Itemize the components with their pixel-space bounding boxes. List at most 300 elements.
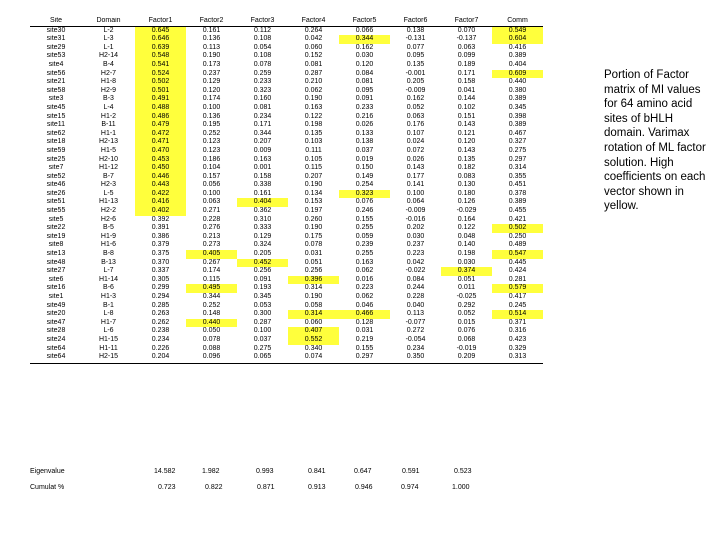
cell-factor2: 0.440 [186,319,237,328]
eigenvalue-value: 0.591 [402,468,420,475]
cell-factor2: 0.100 [202,103,221,111]
cell-factor7: 0.182 [457,164,476,172]
cell-factor7: 0.209 [441,353,492,363]
cell-domain: H1-2 [100,112,117,120]
cell-factor3: 0.207 [253,138,272,146]
cell-factor4: 0.197 [304,207,323,215]
cell-factor3: 0.338 [253,181,272,189]
cell-factor1: 0.524 [135,70,186,79]
table-row [30,95,543,104]
cell-comm: 0.440 [508,78,527,86]
header-comm: Comm [492,17,543,26]
table-row [30,78,543,87]
cell-comm: 0.445 [508,258,527,266]
cumulative-value: 0.723 [158,484,176,491]
cell-factor2: 0.088 [202,344,221,352]
cell-comm: 0.380 [508,86,527,94]
cell-factor5: 0.016 [355,275,374,283]
cell-factor3: 0.234 [253,112,272,120]
cell-comm: 0.371 [508,318,527,326]
cell-domain: H2-7 [100,69,117,77]
cell-factor1: 0.416 [135,198,186,207]
cell-factor3: 0.404 [237,198,288,207]
cell-factor4: 0.314 [288,310,339,319]
table-header-row [30,17,543,26]
cell-comm: 0.250 [508,232,527,240]
cell-domain: B-7 [103,172,114,180]
cell-domain: L-4 [103,103,114,111]
cell-factor7: 0.143 [457,121,476,129]
cell-factor4: 0.190 [304,224,323,232]
cell-domain: H2-13 [98,138,119,146]
cell-factor5: 0.030 [355,52,374,60]
cell-domain: H2-9 [100,86,117,94]
cell-site: site26 [46,189,66,197]
cell-comm: 0.417 [508,293,527,300]
cell-factor7: 0.143 [457,146,476,154]
cell-site: site24 [46,335,66,343]
cell-factor1: 0.548 [135,52,186,61]
cell-factor3: 0.081 [253,103,272,111]
cell-factor2: 0.136 [202,112,221,120]
cell-factor3: 0.112 [254,26,271,34]
cell-domain: L-6 [103,327,114,335]
cell-comm: 0.609 [492,70,543,79]
cell-domain: H2-3 [100,181,117,189]
cell-factor6: -0.131 [405,35,426,43]
cell-factor6: 0.202 [406,224,425,232]
table-row [30,173,543,182]
cell-factor5: 0.155 [355,344,374,352]
cell-factor1: 0.262 [151,318,170,326]
cell-factor2: 0.113 [203,43,220,51]
cumulative-value: 1.000 [452,484,470,491]
cell-site: site7 [48,164,64,172]
cell-factor6: -0.016 [405,215,426,223]
cumulative-value: 0.822 [205,484,223,491]
cell-factor2: 0.096 [186,353,237,363]
cell-domain: L-5 [103,189,114,197]
cell-factor4: 0.175 [304,232,323,240]
cell-factor6: 0.084 [406,275,425,283]
table-row [30,44,543,53]
cell-comm: 0.455 [508,207,527,215]
cell-factor1: 0.639 [135,44,186,53]
cell-factor6: 0.052 [406,103,425,111]
cell-factor2: 0.120 [202,86,221,94]
cell-factor4: 0.042 [304,35,323,43]
cell-site: site58 [46,86,66,94]
cell-site: site53 [46,52,66,60]
cell-comm: 0.389 [508,121,527,129]
cell-factor2: 0.174 [202,95,221,103]
cell-domain: L-7 [103,267,114,275]
eigenvalue-value: 14.582 [154,468,176,475]
table-row [30,293,543,302]
cell-factor5: 0.254 [355,181,374,189]
cell-comm: 0.549 [492,26,543,35]
cell-domain: H1-6 [100,241,117,249]
cell-factor2: 0.252 [202,129,221,137]
table-row [30,241,543,250]
cell-factor1: 0.305 [151,275,170,283]
cell-factor4: 0.060 [304,318,323,326]
cell-factor4: 0.264 [304,26,323,34]
cell-comm: 0.424 [508,267,527,275]
cell-factor5: 0.219 [355,335,374,343]
cell-factor4: 0.190 [304,181,323,189]
cell-factor1: 0.443 [135,181,186,190]
cell-factor1: 0.337 [151,267,170,275]
table-row [30,198,543,207]
cell-factor2: 0.129 [202,78,221,86]
cell-domain: H2-10 [98,155,119,163]
cell-factor6: 0.024 [406,138,425,146]
cell-site: site15 [46,112,66,120]
table-row [30,156,543,165]
header-site: Site [30,17,82,26]
cell-factor5: 0.255 [355,250,374,258]
table-row [30,130,543,139]
cell-factor7: 0.102 [457,103,476,111]
cell-site: site28 [46,327,66,335]
cell-factor5: 0.138 [355,138,374,146]
cell-factor4: 0.552 [288,336,339,345]
cell-factor5: 0.095 [355,86,374,94]
cell-factor2: 0.267 [202,258,221,266]
cell-factor2: 0.123 [202,146,221,154]
cell-factor5: 0.133 [355,129,374,137]
table-row [30,336,543,345]
cell-factor6: 0.113 [407,310,424,318]
cell-factor4: 0.256 [304,267,323,275]
cell-factor7: 0.121 [457,129,476,137]
cell-domain: H2-14 [98,52,119,60]
table-body [30,26,543,363]
cell-domain: L-8 [103,310,114,318]
cell-domain: H2-2 [100,207,117,215]
cell-factor1: 0.645 [135,26,186,35]
cell-factor7: 0.135 [457,155,476,163]
header-factor7: Factor7 [441,17,492,26]
cell-site: site29 [46,43,66,51]
cell-factor1: 0.646 [135,35,186,44]
cell-site: site49 [46,301,66,309]
table-row [30,70,543,79]
cell-comm: 0.489 [508,241,527,249]
cell-factor4: 0.152 [304,52,323,60]
cell-factor3: 0.108 [253,35,272,43]
cell-factor7: -0.019 [456,344,477,352]
cell-site: site8 [48,241,64,249]
cell-site: site64 [30,353,82,363]
cell-factor4: 0.260 [304,215,323,223]
cell-factor2: 0.148 [202,310,221,318]
cell-factor7: 0.063 [457,43,476,51]
cell-factor6: 0.064 [406,198,425,206]
cell-factor7: 0.011 [458,284,475,292]
cell-factor5: 0.026 [355,121,374,129]
cell-factor6: 0.138 [406,26,425,34]
cell-factor7: 0.198 [457,250,476,258]
cell-site: site1 [48,293,64,300]
cell-factor5: 0.066 [355,26,374,34]
cell-domain: B-8 [103,250,114,258]
cell-factor7: 0.151 [457,112,476,120]
cell-factor2: 0.123 [202,138,221,146]
cell-factor1: 0.392 [151,215,170,223]
cell-factor7: 0.130 [457,181,476,189]
cell-factor7: 0.052 [457,310,476,318]
cell-factor5: 0.344 [339,35,390,44]
cell-factor6: 0.162 [406,95,425,103]
cell-factor5: 0.076 [355,198,374,206]
cell-domain: H1-7 [100,318,117,326]
cell-site: site13 [46,250,66,258]
table-row [30,190,543,199]
cell-site: site19 [46,232,66,240]
cell-factor5: 0.062 [355,267,374,275]
cell-factor1: 0.379 [151,241,170,249]
cell-factor2: 0.104 [202,164,221,172]
cell-factor6: -0.001 [405,69,426,77]
cell-factor2: 0.213 [202,232,221,240]
cell-factor6: 0.026 [406,155,425,163]
cell-site: site62 [46,129,66,137]
cell-factor4: 0.210 [304,78,323,86]
table-row [30,284,543,293]
cell-domain: B-1 [103,301,114,309]
header-factor4: Factor4 [288,17,339,26]
cell-factor6: 0.077 [406,43,425,51]
cell-domain: B-13 [101,258,116,266]
cell-factor4: 0.105 [304,155,323,163]
cell-factor2: 0.078 [202,335,221,343]
cell-factor7: 0.126 [457,198,476,206]
cell-comm: 0.389 [508,198,527,206]
cell-site: site25 [46,155,66,163]
table-row [30,250,543,259]
table-row [30,319,543,328]
cell-factor5: 0.239 [355,241,374,249]
cell-factor4: 0.103 [304,138,323,146]
cell-factor1: 0.450 [135,164,186,173]
cell-factor1: 0.299 [151,284,170,292]
cell-factor5: 0.162 [355,43,374,51]
cell-factor3: 0.259 [253,69,272,77]
cell-factor3: 0.324 [253,241,272,249]
cell-factor4: 0.062 [304,86,323,94]
cell-comm: 0.329 [508,344,527,352]
cell-factor4: 0.081 [304,60,323,68]
cell-factor3: 0.300 [253,310,272,318]
cell-site: site48 [46,258,66,266]
header-factor1: Factor1 [135,17,186,26]
cell-factor3: 0.333 [253,224,272,232]
cell-factor3: 0.233 [253,78,272,86]
cell-factor2: 0.174 [202,267,221,275]
eigenvalue-value: 0.647 [354,468,372,475]
cell-factor6: 0.350 [390,353,441,363]
cell-factor3: 0.171 [253,121,272,129]
table-row [30,207,543,216]
cell-site: site52 [46,172,66,180]
cell-factor3: 0.193 [253,284,272,292]
cell-factor7: 0.030 [457,258,476,266]
header-factor6: Factor6 [390,17,441,26]
table-row [30,138,543,147]
cell-factor2: 0.344 [202,293,221,300]
cell-factor5: 0.031 [355,327,374,335]
cell-comm: 0.423 [508,335,527,343]
cell-site: site64 [46,344,66,352]
cell-factor4: 0.134 [304,189,323,197]
cell-factor2: 0.190 [202,52,221,60]
cell-factor3: 0.256 [253,267,272,275]
cell-domain: B-11 [101,121,116,129]
cell-comm: 0.275 [508,146,527,154]
cell-factor3: 0.091 [253,275,272,283]
cell-comm: 0.245 [508,301,527,309]
cell-factor3: 0.129 [253,232,272,240]
table-row [30,216,543,225]
cell-factor4: 0.115 [305,164,322,172]
cell-factor4: 0.190 [304,95,323,103]
cell-factor6: 0.095 [406,52,425,60]
cell-factor7: 0.144 [457,95,476,103]
cell-factor1: 0.479 [135,121,186,130]
cell-factor5: 0.233 [355,103,374,111]
cell-factor2: 0.495 [186,284,237,293]
cell-factor4: 0.198 [304,121,323,129]
cell-factor6: 0.135 [406,60,425,68]
cell-factor2: 0.050 [202,327,221,335]
cell-factor6: 0.244 [406,284,425,292]
cell-comm: 0.467 [508,129,527,137]
cell-factor7: 0.120 [457,138,476,146]
header-factor2: Factor2 [186,17,237,26]
cell-domain: H1-3 [100,293,117,300]
cell-domain: H1-1 [100,129,117,137]
eigenvalue-value: 1.982 [202,468,220,475]
header-factor3: Factor3 [237,17,288,26]
cell-site: site27 [46,267,66,275]
table-row [30,104,543,113]
cell-factor4: 0.163 [304,103,323,111]
cell-factor2: 0.252 [202,301,221,309]
cell-factor7: 0.083 [457,172,476,180]
cell-factor3: 0.078 [253,60,272,68]
cell-factor5: 0.081 [355,78,374,86]
cell-factor2: 0.100 [202,189,221,197]
cell-factor1: 0.234 [151,335,170,343]
cell-factor2: 0.063 [202,198,221,206]
table-row [30,147,543,156]
cell-factor7: 0.099 [457,52,476,60]
cell-factor6: 0.030 [406,232,425,240]
cell-site: site11 [46,121,66,129]
cell-site: site46 [46,181,66,189]
cell-domain: H2-6 [100,215,117,223]
cell-site: site20 [46,310,66,318]
cell-factor7: 0.171 [457,69,476,77]
cell-factor1: 0.491 [135,95,186,104]
table-row [30,224,543,233]
cell-domain: H1-9 [100,232,117,240]
cell-comm: 0.389 [508,95,527,103]
cell-factor5: 0.323 [339,190,390,199]
cell-comm: 0.389 [508,52,527,60]
table-row [30,181,543,190]
cell-comm: 0.316 [508,327,527,335]
table-row [30,233,543,242]
cell-factor3: 0.345 [253,293,272,300]
cell-factor6: -0.022 [405,267,426,275]
cell-domain: H1-8 [100,78,117,86]
cell-factor6: 0.040 [406,301,425,309]
cell-factor4: 0.058 [304,301,323,309]
table-row [30,310,543,319]
cell-factor2: 0.237 [202,69,221,77]
cell-factor3: 0.362 [253,207,272,215]
cell-factor6: 0.223 [406,250,425,258]
cell-comm: 0.297 [508,155,527,163]
table-row [30,61,543,70]
cell-site: site16 [46,284,66,292]
cell-site: site22 [46,224,66,232]
cell-factor7: 0.164 [457,215,476,223]
cell-factor3: 0.323 [253,86,272,94]
cell-factor4: 0.135 [304,129,323,137]
cell-factor1: 0.285 [151,301,170,309]
table-row [30,35,543,44]
table-row [30,87,543,96]
cell-domain: B-5 [103,224,114,232]
cumulative-value: 0.946 [355,484,373,491]
table-row [30,26,543,35]
cell-factor1: 0.238 [151,327,170,335]
cell-comm: 0.281 [508,275,527,283]
cell-site: site51 [46,198,66,206]
cell-factor3: 0.065 [237,353,288,363]
cell-factor6: 0.205 [406,78,425,86]
cell-factor5: 0.019 [355,155,374,163]
cell-factor3: 0.009 [253,146,272,154]
table-row [30,121,543,130]
cell-comm: 0.378 [508,189,527,197]
cell-factor4: 0.287 [304,69,323,77]
cell-site: site30 [46,26,66,34]
cell-domain: H1-12 [98,164,119,172]
cell-domain: B-6 [103,284,114,292]
cell-factor2: 0.405 [186,250,237,259]
cell-site: site59 [46,146,66,154]
cell-factor1: 0.422 [135,190,186,199]
cell-factor3: 0.160 [253,95,272,103]
cell-factor5: 0.149 [355,172,374,180]
cell-factor1: 0.375 [151,250,170,258]
cell-factor7: 0.076 [457,327,476,335]
header-factor5: Factor5 [339,17,390,26]
cell-domain: H2-15 [82,353,135,363]
cell-factor7: 0.068 [457,335,476,343]
cell-factor4: 0.153 [304,198,323,206]
cell-factor7: 0.292 [457,301,476,309]
cell-factor7: 0.189 [457,60,476,68]
cell-factor1: 0.402 [135,207,186,216]
cell-comm: 0.404 [508,60,527,68]
cell-factor1: 0.488 [135,104,186,113]
